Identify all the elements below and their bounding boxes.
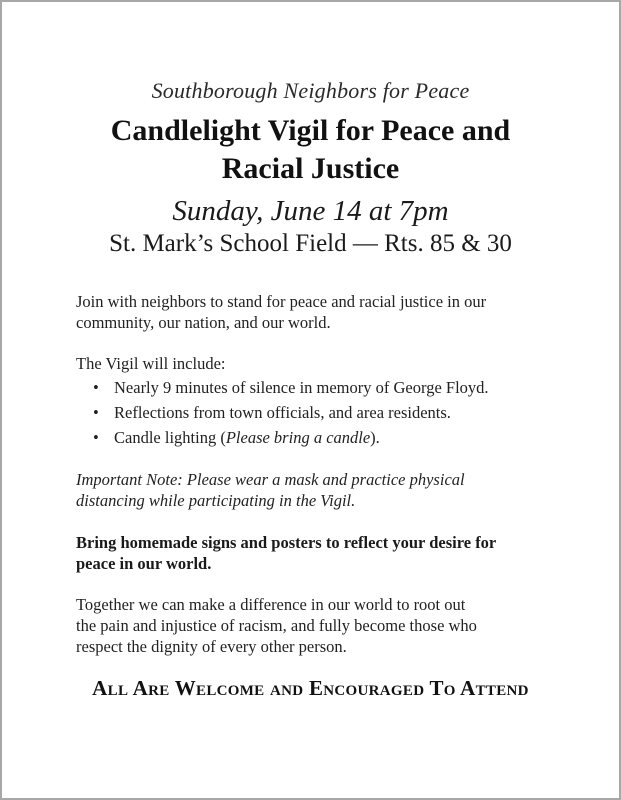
event-title	[2, 112, 619, 188]
note-line-2: distancing while participating in the Vigil.	[76, 491, 356, 510]
intro-paragraph	[76, 291, 556, 333]
includes-list	[76, 375, 489, 450]
event-date-time: Sunday, June 14 at 7pm	[172, 195, 449, 227]
list-item	[76, 375, 489, 400]
list-item-emphasis: Please bring a candle	[225, 428, 371, 447]
list-item-suffix: ).	[370, 428, 380, 447]
intro-line-1: Join with neighbors to stand for peace and racial justice in our	[76, 292, 487, 311]
signs-paragraph	[76, 532, 556, 574]
bullet-icon: •	[93, 428, 99, 447]
together-line-3: respect the dignity of every other person.	[76, 637, 347, 656]
event-title-line-2: Racial Justice	[221, 152, 400, 185]
bullet-icon: •	[93, 403, 99, 422]
event-title-line-1: Candlelight Vigil for Peace and	[110, 114, 511, 147]
organization-name: Southborough Neighbors for Peace	[151, 78, 470, 103]
list-item	[76, 400, 489, 425]
intro-line-2: community, our nation, and our world.	[76, 313, 331, 332]
important-note	[76, 469, 556, 511]
includes-heading: The Vigil will include:	[76, 354, 226, 373]
closing-banner: All Are Welcome and Encouraged To Attend	[92, 676, 529, 700]
note-line-1: Important Note: Please wear a mask and practice physical	[76, 470, 465, 489]
list-item-text: Candle lighting (	[114, 428, 226, 447]
event-location: St. Mark’s School Field — Rts. 85 & 30	[109, 230, 512, 257]
signs-line-2: peace in our world.	[76, 554, 212, 573]
list-item	[76, 425, 489, 450]
signs-line-1: Bring homemade signs and posters to reflect your desire for	[76, 533, 497, 552]
together-line-2: the pain and injustice of racism, and fully become those who	[76, 616, 477, 635]
list-item-text: Reflections from town officials, and area residents.	[114, 403, 451, 422]
list-item-text: Nearly 9 minutes of silence in memory of George Floyd.	[114, 378, 489, 397]
together-paragraph	[76, 594, 556, 657]
together-line-1: Together we can make a difference in our world to root out	[76, 595, 466, 614]
bullet-icon: •	[93, 378, 99, 397]
